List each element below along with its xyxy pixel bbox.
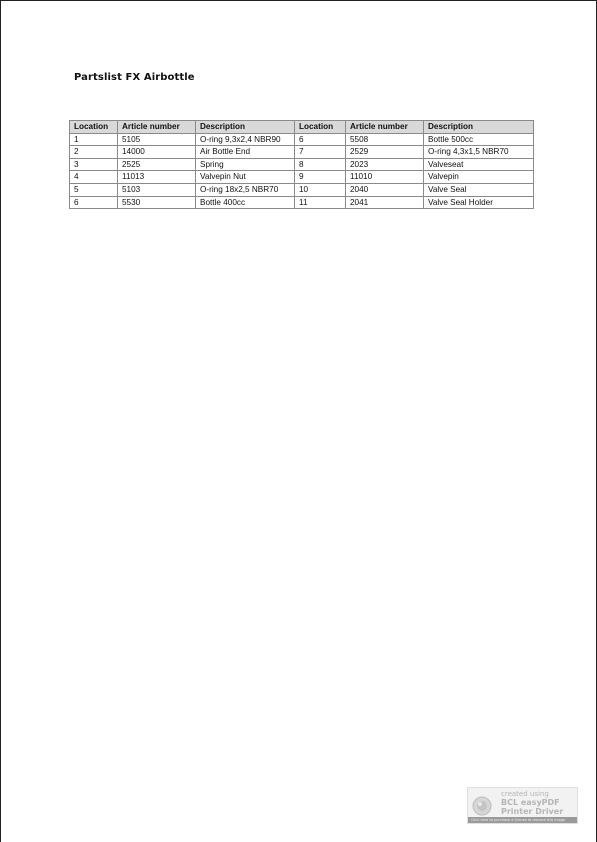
watermark-product-type: Printer Driver: [501, 807, 564, 816]
table-row: [70, 158, 534, 171]
table-cell: Bottle 400cc: [196, 196, 295, 209]
watermark-created-using: created using: [501, 790, 549, 798]
table-row: [70, 183, 534, 196]
table-cell: 3: [70, 158, 118, 171]
watermark-product-name: BCL easyPDF: [501, 798, 560, 807]
table-cell: 9: [295, 171, 346, 184]
table-cell: 2529: [346, 146, 424, 159]
table-cell: Air Bottle End: [196, 146, 295, 159]
table-cell: 4: [70, 171, 118, 184]
table-cell: Valvepin Nut: [196, 171, 295, 184]
table-cell: O-ring 4,3x1,5 NBR70: [424, 146, 534, 159]
table-cell: 5530: [118, 196, 196, 209]
table-row: [70, 133, 534, 146]
table-cell: 11013: [118, 171, 196, 184]
table-cell: 7: [295, 146, 346, 159]
table-cell: Bottle 500cc: [424, 133, 534, 146]
table-header-row: [70, 121, 534, 134]
table-cell: Valve Seal: [424, 183, 534, 196]
table-cell: 2525: [118, 158, 196, 171]
watermark-purchase-link[interactable]: Click here to purchase a license to remove this image: [468, 817, 577, 823]
bcl-logo-icon: [472, 796, 492, 816]
parts-table: [69, 120, 534, 209]
table-cell: 6: [70, 196, 118, 209]
table-row: [70, 146, 534, 159]
header-description: Description: [424, 121, 534, 134]
header-description: Description: [196, 121, 295, 134]
table-cell: 10: [295, 183, 346, 196]
header-article-number: Article number: [346, 121, 424, 134]
table-row: [70, 171, 534, 184]
table-cell: 2023: [346, 158, 424, 171]
table-cell: 8: [295, 158, 346, 171]
table-cell: 2040: [346, 183, 424, 196]
table-cell: 2: [70, 146, 118, 159]
table-cell: 5103: [118, 183, 196, 196]
header-article-number: Article number: [118, 121, 196, 134]
table-cell: Valve Seal Holder: [424, 196, 534, 209]
table-row: [70, 196, 534, 209]
table-cell: 5: [70, 183, 118, 196]
table-cell: 14000: [118, 146, 196, 159]
table-cell: 11010: [346, 171, 424, 184]
header-location: Location: [295, 121, 346, 134]
easypdf-watermark[interactable]: [467, 787, 578, 824]
table-cell: 11: [295, 196, 346, 209]
table-cell: Valvepin: [424, 171, 534, 184]
table-cell: O-ring 18x2,5 NBR70: [196, 183, 295, 196]
table-cell: Spring: [196, 158, 295, 171]
table-cell: 2041: [346, 196, 424, 209]
table-cell: 1: [70, 133, 118, 146]
table-cell: O-ring 9,3x2,4 NBR90: [196, 133, 295, 146]
page-title: Partslist FX Airbottle: [74, 72, 195, 83]
table-cell: 5105: [118, 133, 196, 146]
table-cell: 5508: [346, 133, 424, 146]
header-location: Location: [70, 121, 118, 134]
table-cell: Valveseat: [424, 158, 534, 171]
table-cell: 6: [295, 133, 346, 146]
